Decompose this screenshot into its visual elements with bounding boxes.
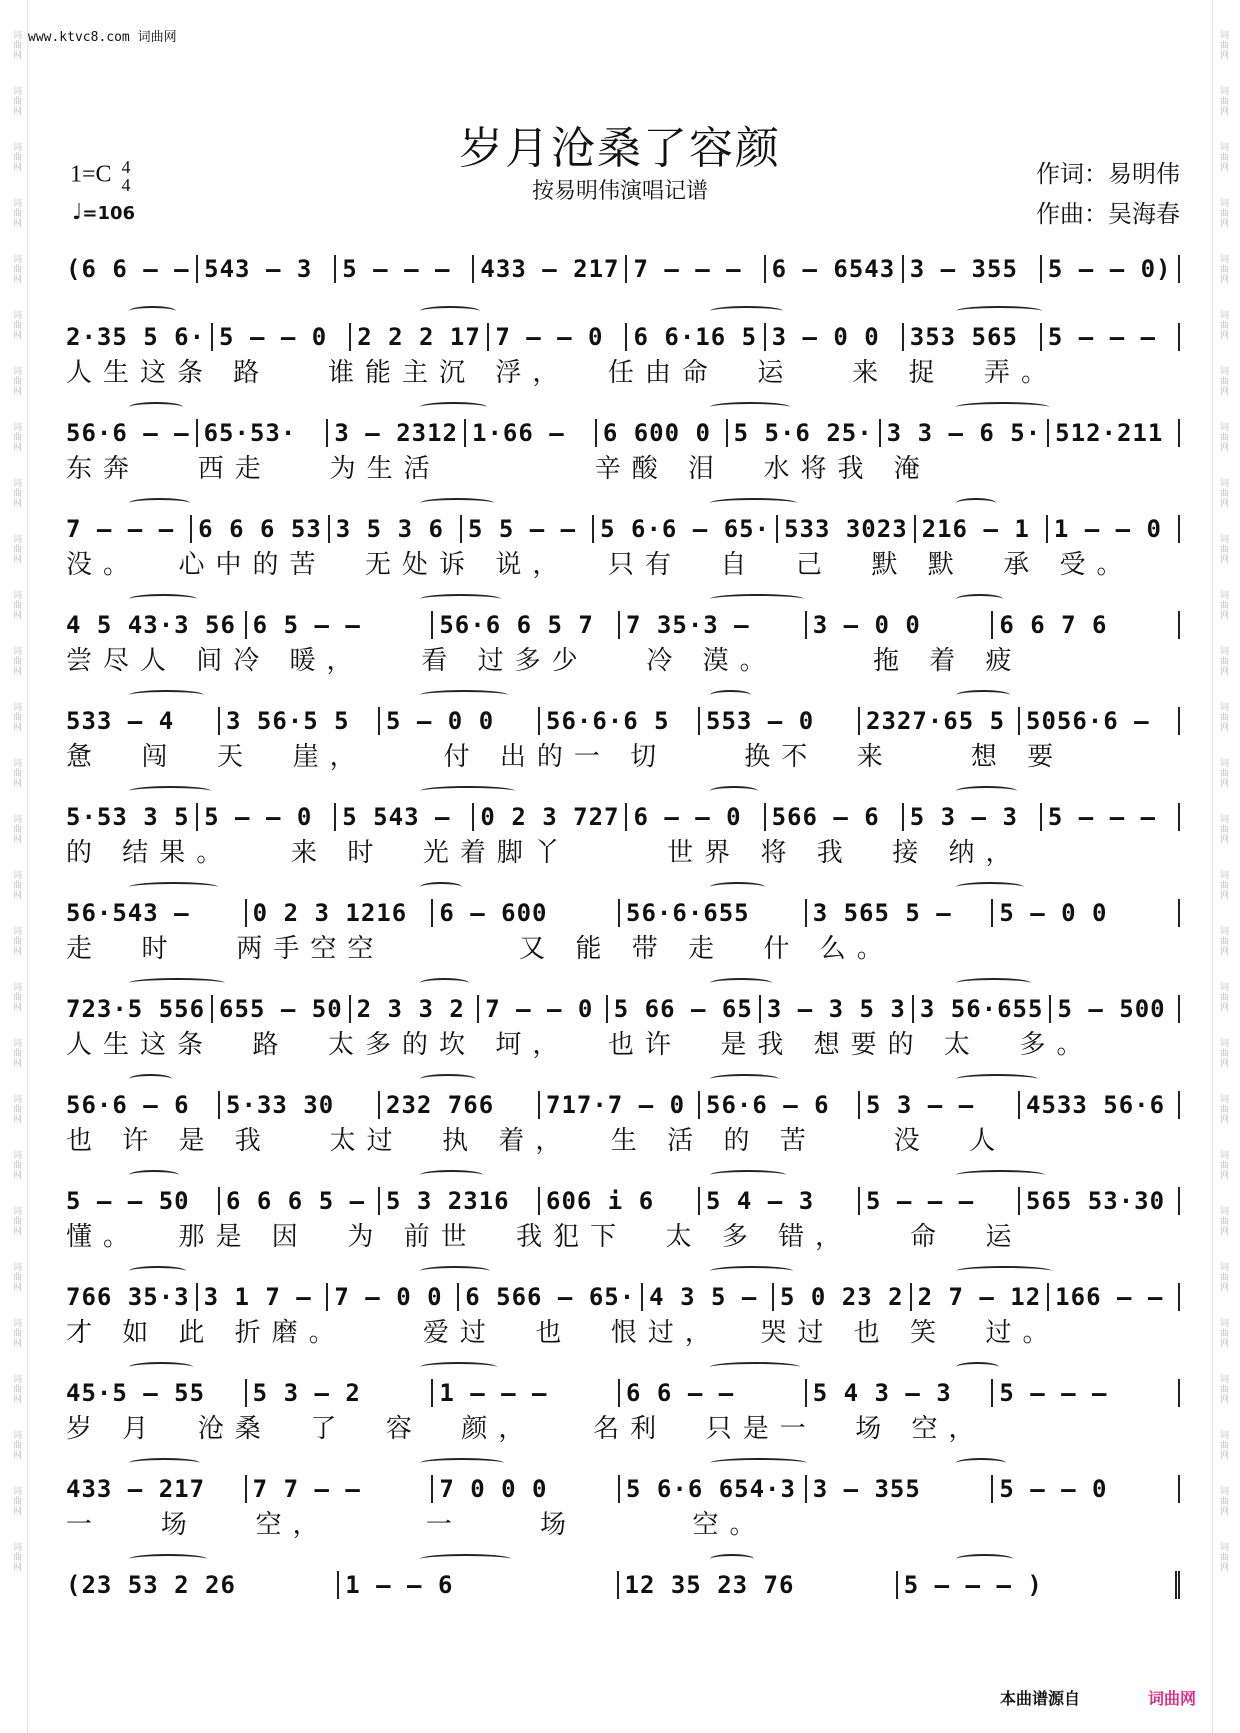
slur-mark	[710, 1362, 800, 1372]
watermark-text: 词曲网	[11, 1486, 21, 1516]
measure: 0 2 3 727	[474, 803, 627, 831]
slur-mark	[710, 786, 758, 796]
source-label: 本曲谱源自	[1000, 1689, 1081, 1708]
measure: 566 – 6	[766, 803, 904, 831]
measure: 56·6 – –	[62, 419, 198, 447]
lyric-line: 岁 月 沧桑 了 容 颜， 名利 只是一 场 空，	[66, 1413, 986, 1444]
tempo-value: =106	[82, 203, 136, 224]
lyric-line: 才 如 此 折磨。 爱过 也 恨过， 哭过 也 笑 过。	[66, 1317, 1060, 1348]
watermark-text: 词曲网	[11, 870, 21, 900]
score-header	[60, 108, 1180, 228]
lyric-line: 东奔 西走 为生活 辛酸 泪 水将我 淹	[66, 453, 931, 484]
watermark-text: 词曲网	[1218, 478, 1228, 508]
slur-mark	[710, 1074, 779, 1084]
watermark-text: 词曲网	[11, 646, 21, 676]
watermark-text: 词曲网	[1218, 1430, 1228, 1460]
measure: 3 – 3 5 3	[761, 995, 914, 1023]
watermark-text: 词曲网	[1218, 926, 1228, 956]
watermark-text: 词曲网	[11, 1094, 21, 1124]
watermark-text: 词曲网	[1218, 1486, 1228, 1516]
watermark-text: 词曲网	[11, 478, 21, 508]
slur-mark	[956, 1170, 1045, 1180]
watermark-text: 词曲网	[1218, 310, 1228, 340]
notation-line	[62, 792, 1180, 831]
watermark-text: 词曲网	[1218, 814, 1228, 844]
measure: 3 3 – 6 5·	[881, 419, 1050, 447]
measure: 5 6·6 654·3	[620, 1475, 807, 1503]
measure: 5 – – –	[993, 1379, 1180, 1407]
slur-mark	[129, 306, 176, 316]
measure: 4 3 5 –	[643, 1283, 774, 1311]
measure: 6 566 – 65·	[459, 1283, 643, 1311]
watermark-text: 词曲网	[11, 254, 21, 284]
watermark-text: 词曲网	[1218, 86, 1228, 116]
composer: 作曲：吴海春	[1036, 200, 1180, 228]
slur-mark	[129, 882, 218, 892]
lyric-line: 懂。 那是 因 为 前世 我犯下 太 多 错， 命 运	[66, 1221, 1023, 1252]
watermark-text: 词曲网	[11, 590, 21, 620]
watermark-text: 词曲网	[11, 1374, 21, 1404]
measure: 533 3023	[778, 515, 916, 543]
measure: 56·6 – 6	[62, 1091, 220, 1119]
slur-mark	[956, 786, 1017, 796]
slur-mark	[420, 690, 508, 700]
measure: 1 – – 0	[1048, 515, 1180, 543]
watermark-text: 词曲网	[11, 1038, 21, 1068]
score-line	[62, 600, 1180, 696]
measure: 5 5·6 25·	[728, 419, 881, 447]
measure: 6 6 – –	[620, 1379, 807, 1407]
source-site-link[interactable]: 词曲网	[1148, 1689, 1197, 1708]
watermark-text: 词曲网	[1218, 1542, 1228, 1572]
slur-mark	[420, 402, 487, 412]
measure: 3 – 355	[807, 1475, 994, 1503]
measure: 3 – 0 0	[766, 323, 904, 351]
watermark-text: 词曲网	[1218, 30, 1228, 60]
slur-mark	[420, 594, 501, 604]
measure: 7 – – –	[62, 515, 192, 543]
notation-line	[62, 1176, 1180, 1215]
score-line	[62, 696, 1180, 792]
slur-mark	[956, 1458, 1006, 1468]
lyric-line: 走 时 两手空空 又 能 带 走 什 么。	[66, 933, 894, 964]
watermark-text: 词曲网	[11, 30, 21, 60]
measure: 2327·65 5	[860, 707, 1020, 735]
measure: 5 4 3 – 3	[807, 1379, 994, 1407]
watermark-text: 词曲网	[11, 198, 21, 228]
lyric-line: 尝尽人 间冷 暖， 看 过多少 冷 漠。 拖 着 疲	[66, 645, 1023, 676]
watermark-text: 词曲网	[11, 758, 21, 788]
measure: 5056·6 –	[1020, 707, 1180, 735]
measure: 5 3 – –	[860, 1091, 1020, 1119]
measure: 166 – –	[1049, 1283, 1180, 1311]
score-line	[62, 1176, 1180, 1272]
measure: 7 – – –	[627, 255, 765, 283]
slur-mark	[129, 690, 204, 700]
slur-mark	[129, 594, 197, 604]
measure: 56·6 – 6	[700, 1091, 860, 1119]
measure: 3 565 5 –	[807, 899, 994, 927]
slur-mark	[420, 1458, 504, 1468]
measure: 3 – 355	[904, 255, 1042, 283]
lyric-line: 人生这条 路 谁能主沉 浮， 任由命 运 来 捉 弄。	[66, 357, 1058, 388]
notation-line	[62, 1272, 1180, 1311]
measure: 543 – 3	[198, 255, 336, 283]
slur-mark	[710, 1266, 793, 1276]
slur-mark	[956, 1554, 1013, 1564]
measure: 5 3 – 3	[904, 803, 1042, 831]
measure: 5 – – 0	[213, 323, 351, 351]
lyric-line: 一 场 空， 一 场 空。	[66, 1509, 767, 1540]
watermark-text: 词曲网	[11, 1262, 21, 1292]
watermark-text: 词曲网	[11, 142, 21, 172]
measure: 5 3 2316	[380, 1187, 540, 1215]
measure: 723·5 556	[62, 995, 213, 1023]
slur-mark	[129, 1458, 200, 1468]
measure: 433 – 217	[474, 255, 627, 283]
slur-mark	[710, 1554, 754, 1564]
watermark-text: 词曲网	[11, 1150, 21, 1180]
slur-mark	[129, 1554, 207, 1564]
measure: 6 6 7 6	[993, 611, 1180, 639]
measure: 5 0 23 2	[774, 1283, 912, 1311]
watermark-text: 词曲网	[1218, 870, 1228, 900]
slur-mark	[420, 882, 462, 892]
credits	[1036, 154, 1180, 234]
score-line	[62, 888, 1180, 984]
slur-mark	[710, 1458, 807, 1468]
slur-mark	[420, 498, 494, 508]
measure: 6 – 6543	[766, 255, 904, 283]
measure: 5 – – –	[860, 1187, 1020, 1215]
slur-mark	[129, 1170, 179, 1180]
slur-mark	[710, 690, 751, 700]
measure: 6 – 600	[433, 899, 620, 927]
notation-line	[62, 984, 1180, 1023]
score-line	[62, 1560, 1180, 1656]
measure: 6 5 – –	[247, 611, 434, 639]
slur-mark	[956, 1362, 999, 1372]
watermark-text: 词曲网	[1218, 590, 1228, 620]
score-line	[62, 1368, 1180, 1464]
measure: (6 6 – –	[62, 255, 198, 283]
slur-mark	[710, 594, 804, 604]
watermark-text: 词曲网	[11, 86, 21, 116]
watermark-text: 词曲网	[11, 926, 21, 956]
watermark-text: 词曲网	[11, 702, 21, 732]
measure: 533 – 4	[62, 707, 220, 735]
score-line	[62, 312, 1180, 408]
watermark-text: 词曲网	[1218, 1150, 1228, 1180]
slur-mark	[956, 1266, 1052, 1276]
score-line	[62, 408, 1180, 504]
measure: 56·6 6 5 7	[433, 611, 620, 639]
notation-line	[62, 1464, 1180, 1503]
site-url[interactable]: www.ktvc8.com 词曲网	[28, 30, 177, 45]
measure: 5 6·6 – 65·	[594, 515, 778, 543]
measure: 56·6·6 5	[540, 707, 700, 735]
watermark-text: 词曲网	[11, 1430, 21, 1460]
watermark-text: 词曲网	[1218, 1374, 1228, 1404]
watermark-text: 词曲网	[1218, 1262, 1228, 1292]
measure: 2 3 3 2	[351, 995, 480, 1023]
slur-mark	[420, 978, 469, 988]
watermark-text: 词曲网	[1218, 702, 1228, 732]
score-line	[62, 1080, 1180, 1176]
measure: 1 – – 6	[339, 1571, 618, 1599]
watermark-text: 词曲网	[1218, 758, 1228, 788]
notation-line	[62, 1368, 1180, 1407]
slur-mark	[710, 402, 790, 412]
measure: 216 – 1	[916, 515, 1048, 543]
measure: 433 – 217	[62, 1475, 247, 1503]
notation-line	[62, 1080, 1180, 1119]
left-watermark-strip	[6, 0, 28, 1733]
measure: 5 – – –	[1042, 803, 1180, 831]
slur-mark	[129, 1362, 193, 1372]
time-bottom: 4	[121, 175, 131, 195]
watermark-text: 词曲网	[11, 1206, 21, 1236]
score-line	[62, 1272, 1180, 1368]
measure: 6 6 6 53	[192, 515, 330, 543]
score-line	[62, 1464, 1180, 1560]
watermark-text: 词曲网	[1218, 1094, 1228, 1124]
measure: 1·66 –	[466, 419, 597, 447]
score-line	[62, 984, 1180, 1080]
slur-mark	[420, 786, 515, 796]
measure: 1 – – –	[433, 1379, 620, 1407]
song-subtitle: 按易明伟演唱记谱	[531, 179, 708, 204]
slur-mark	[956, 978, 1031, 988]
watermark-text: 词曲网	[1218, 254, 1228, 284]
measure: 232 766	[380, 1091, 540, 1119]
watermark-text: 词曲网	[1218, 534, 1228, 564]
notation-line	[62, 600, 1180, 639]
key-label: 1=C	[70, 161, 112, 188]
slur-mark	[420, 306, 480, 316]
watermark-text: 词曲网	[11, 366, 21, 396]
time-top: 4	[121, 157, 131, 177]
lyric-line: 的 结果。 来 时 光着脚丫 世界 将 我 接 纳，	[66, 837, 1023, 868]
watermark-text: 词曲网	[1218, 422, 1228, 452]
lyric-line: 惫 闯 天 崖， 付 出的一 切 换不 来 想 要	[66, 741, 1065, 772]
slur-mark	[956, 306, 1042, 316]
measure: 45·5 – 55	[62, 1379, 247, 1407]
measure: 3 – 2312	[328, 419, 466, 447]
measure: 5 3 – 2	[247, 1379, 434, 1407]
measure: 5 – – 0	[993, 1475, 1180, 1503]
measure: 65·53·	[198, 419, 329, 447]
slur-mark	[956, 690, 1010, 700]
measure: 5 66 – 65	[608, 995, 761, 1023]
measure: 4533 56·6	[1020, 1091, 1180, 1119]
tempo-mark	[72, 200, 135, 225]
slur-mark	[710, 978, 772, 988]
slur-mark	[956, 402, 1049, 412]
slur-mark	[710, 882, 765, 892]
measure: 3 5 3 6	[330, 515, 462, 543]
measure: 5 – 0 0	[380, 707, 540, 735]
slur-mark	[710, 306, 783, 316]
key-signature	[70, 158, 131, 194]
measure: 6 6·16 5	[627, 323, 765, 351]
measure: 3 – 0 0	[807, 611, 994, 639]
measure: (23 53 2 26	[62, 1571, 339, 1599]
measure: 5 – – 50	[62, 1187, 220, 1215]
measure: 2·35 5 6·	[62, 323, 213, 351]
lyric-line: 也 许 是 我 太过 执 着， 生 活 的 苦 没 人	[66, 1125, 1007, 1156]
measure: 7 35·3 –	[620, 611, 807, 639]
measure: 5 – – –	[336, 255, 474, 283]
measure: 512·211	[1049, 419, 1180, 447]
slur-mark	[420, 1170, 483, 1180]
measure: 5 4 – 3	[700, 1187, 860, 1215]
score-line	[62, 244, 1180, 312]
notation-line	[62, 312, 1180, 351]
watermark-text: 词曲网	[11, 1542, 21, 1572]
watermark-text: 词曲网	[11, 814, 21, 844]
watermark-text: 词曲网	[11, 422, 21, 452]
measure: 3 56·655	[914, 995, 1052, 1023]
slur-mark	[129, 1266, 186, 1276]
measure: 0 2 3 1216	[247, 899, 434, 927]
watermark-text: 词曲网	[11, 1318, 21, 1348]
slur-mark	[129, 786, 211, 796]
measure: 5 – 0 0	[993, 899, 1180, 927]
watermark-text: 词曲网	[1218, 1206, 1228, 1236]
score-body	[62, 244, 1180, 1656]
measure: 5·53 3 5	[62, 803, 198, 831]
measure: 5 – – –	[1042, 323, 1180, 351]
notation-line	[62, 888, 1180, 927]
lyric-line: 没。 心中的苦 无处诉 说， 只有 自 己 默 默 承 受。	[66, 549, 1134, 580]
watermark-text: 词曲网	[1218, 142, 1228, 172]
slur-mark	[956, 498, 996, 508]
measure: 7 7 – –	[247, 1475, 434, 1503]
measure: 5 5 – –	[462, 515, 594, 543]
lyric-line: 人生这条 路 太多的坎 坷， 也许 是我 想要的 太 多。	[66, 1029, 1094, 1060]
measure: 5 – – – )	[898, 1571, 1180, 1599]
measure: 12 35 23 76	[619, 1571, 898, 1599]
slur-mark	[129, 1074, 172, 1084]
measure: 3 1 7 –	[198, 1283, 329, 1311]
measure: 766 35·3	[62, 1283, 198, 1311]
slur-mark	[956, 1074, 1038, 1084]
notation-line	[62, 408, 1180, 447]
measure: 5 543 –	[336, 803, 474, 831]
slur-mark	[129, 498, 190, 508]
measure: 7 – 0 0	[328, 1283, 459, 1311]
measure: 5 – 500	[1051, 995, 1180, 1023]
notation-line	[62, 696, 1180, 735]
score-line	[62, 792, 1180, 888]
watermark-text: 词曲网	[1218, 646, 1228, 676]
measure: 2 7 – 12	[912, 1283, 1050, 1311]
measure: 655 – 50	[213, 995, 351, 1023]
watermark-text: 词曲网	[1218, 366, 1228, 396]
measure: 565 53·30	[1020, 1187, 1180, 1215]
right-watermark-strip	[1212, 0, 1234, 1733]
measure: 606 i 6	[540, 1187, 700, 1215]
measure: 7 – – 0	[489, 323, 627, 351]
measure: 553 – 0	[700, 707, 860, 735]
measure: 56·6·655	[620, 899, 807, 927]
measure: 353 565	[904, 323, 1042, 351]
slur-mark	[710, 498, 797, 508]
slur-mark	[129, 978, 225, 988]
measure: 6 6 6 5 –	[220, 1187, 380, 1215]
measure: 7 0 0 0	[433, 1475, 620, 1503]
song-title: 岁月沧桑了容颜	[459, 123, 781, 174]
score-line	[62, 504, 1180, 600]
watermark-text: 词曲网	[11, 310, 21, 340]
notation-line	[62, 504, 1180, 543]
watermark-text: 词曲网	[1218, 982, 1228, 1012]
watermark-text: 词曲网	[1218, 198, 1228, 228]
slur-mark	[956, 594, 1003, 604]
measure: 56·543 –	[62, 899, 247, 927]
measure: 3 56·5 5	[220, 707, 380, 735]
watermark-text: 词曲网	[1218, 1318, 1228, 1348]
watermark-text: 词曲网	[1218, 1038, 1228, 1068]
measure: 717·7 – 0	[540, 1091, 700, 1119]
measure: 2 2 2 17	[351, 323, 489, 351]
measure: 5 – – 0	[198, 803, 336, 831]
watermark-text: 词曲网	[11, 534, 21, 564]
measure: 5·33 30	[220, 1091, 380, 1119]
lyric-line	[62, 1599, 1180, 1637]
slur-mark	[420, 1362, 497, 1372]
time-signature	[122, 158, 131, 194]
measure: 5 – – 0)	[1042, 255, 1180, 283]
slur-mark	[129, 402, 183, 412]
measure: 6 – – 0	[627, 803, 765, 831]
watermark-text: 词曲网	[11, 982, 21, 1012]
measure: 7 – – 0	[479, 995, 608, 1023]
slur-mark	[956, 882, 1024, 892]
measure: 4 5 43·3 56	[62, 611, 247, 639]
notation-line	[62, 244, 1180, 283]
measure: 6 600 0	[597, 419, 728, 447]
slur-mark	[420, 1554, 511, 1564]
quarter-note-icon: ♩	[72, 200, 83, 225]
slur-mark	[420, 1266, 490, 1276]
notation-line	[62, 1560, 1180, 1599]
lyricist: 作词：易明伟	[1036, 160, 1180, 188]
slur-mark	[420, 1074, 476, 1084]
slur-mark	[710, 1170, 786, 1180]
